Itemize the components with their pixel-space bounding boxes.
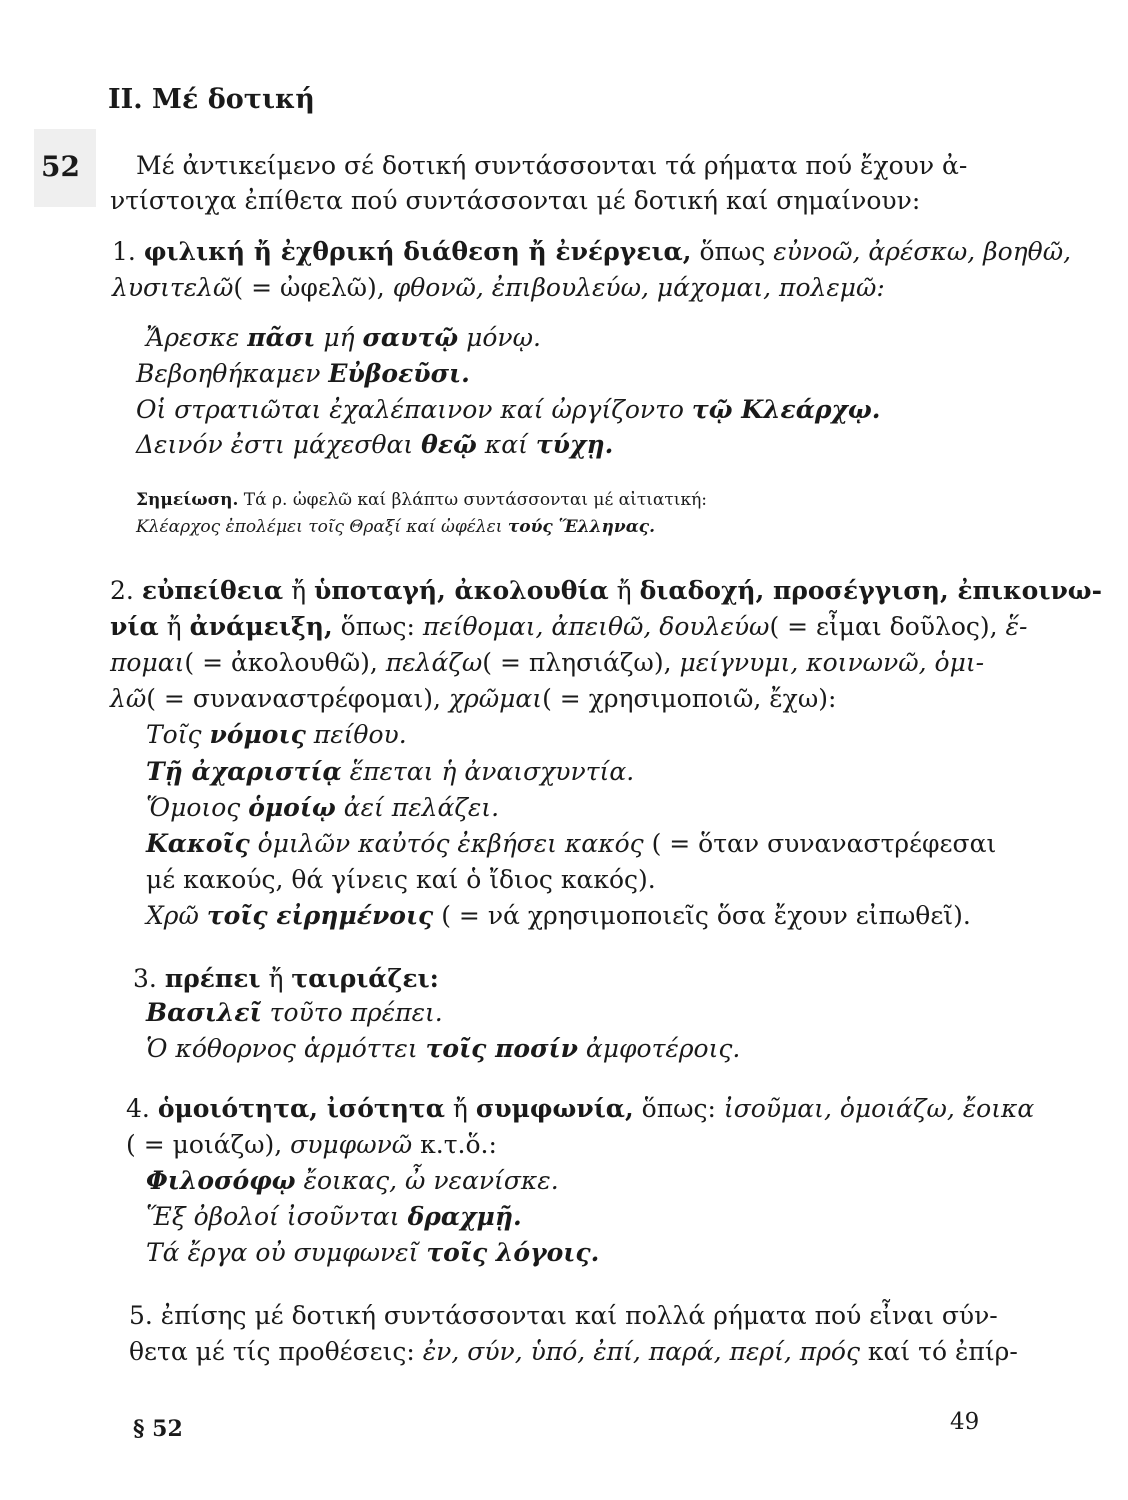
text-segment: Ὁ κόθορνος ἁρμόττει	[146, 1034, 426, 1063]
text-segment: μόνῳ.	[458, 323, 541, 352]
item-2-number: 2.	[110, 576, 134, 605]
text-segment: πᾶσι	[247, 323, 316, 352]
text-segment: τοῦτο πρέπει.	[261, 998, 443, 1027]
example-line	[146, 1036, 740, 1061]
note-text: Τά ρ. ὠφελῶ καί βλάπτω συντάσσονται μέ αἰτιατική:	[243, 490, 707, 510]
text-segment: ἰσοῦμαι, ὁμοιάζω, ἔοικα	[723, 1094, 1035, 1123]
text-segment: νόμοις	[209, 720, 306, 749]
intro-line-2: ντίστοιχα ἐπίθετα πού συντάσσονται μέ δοτική καί σημαίνουν:	[110, 186, 921, 215]
item-1-line-2	[112, 275, 885, 300]
example-line	[146, 722, 407, 747]
item-4-line-2	[126, 1132, 497, 1157]
section-number: 52	[41, 150, 80, 183]
example-line	[146, 795, 499, 820]
text-segment: ἕ-	[1005, 612, 1028, 641]
text-segment: Ἄρεσκε	[146, 323, 248, 352]
text-segment: ( = νά χρησιμοποιεῖς ὅσα ἔχουν εἰπωθεῖ).	[433, 901, 971, 930]
text-segment: ἤ	[283, 576, 315, 605]
text-segment: Βεβοηθήκαμεν	[136, 359, 329, 388]
text-segment: ἤ	[444, 1094, 476, 1123]
text-segment: Ἕξ ὀβολοί ἰσοῦνται	[146, 1202, 408, 1231]
text-segment: Κακοῖς	[146, 829, 250, 858]
text-segment: ὁμοίῳ	[248, 793, 336, 822]
item-1-heading: φιλική ἤ ἐχθρική διάθεση ἤ ἐνέργεια,	[143, 237, 692, 266]
example-line	[146, 831, 996, 856]
example-line	[146, 1000, 443, 1025]
text-segment: θεῷ	[421, 430, 477, 459]
text-segment: Τῇ ἀχαριστίᾳ	[146, 757, 342, 786]
intro-line-1: Μέ ἀντικείμενο σέ δοτική συντάσσονται τά ρήματα πού ἔχουν ἀ-	[136, 151, 968, 180]
text-segment: μή	[315, 323, 363, 352]
example-line	[146, 1168, 559, 1193]
item-2-line-2	[110, 614, 1027, 639]
text-segment: ἀμφοτέροις.	[577, 1034, 741, 1063]
text-segment: ( = ὅταν συναναστρέφεσαι	[651, 829, 997, 858]
example-line	[146, 759, 634, 784]
note-example-bold: τούς Ἕλληνας.	[507, 517, 656, 537]
text-segment: μέ κακούς, θά γίνεις καί ὁ ἴδιος κακός).	[146, 865, 656, 894]
item-1-line-1	[112, 239, 1071, 264]
text-segment: κ.τ.ὅ.:	[412, 1130, 497, 1159]
item-1-number: 1.	[112, 237, 136, 266]
text-segment: ( = εἶμαι δοῦλος),	[769, 612, 1006, 641]
text-segment: ἐν, σύν, ὑπό, ἐπί, παρά, περί, πρός	[422, 1337, 860, 1366]
text-segment: Τά ἔργα οὐ συμφωνεῖ	[146, 1238, 427, 1267]
text-segment: 5. ἐπίσης μέ δοτική συντάσσονται καί πολλά ρήματα πού εἶναι σύν-	[129, 1301, 998, 1330]
text-segment: ἤ	[260, 964, 292, 993]
text-segment: τοῖς λόγοις.	[426, 1238, 600, 1267]
text-segment: συμφωνία,	[475, 1094, 634, 1123]
text-segment: ὁμιλῶν καὐτός ἐκβήσει κακός	[249, 829, 652, 858]
item-3-heading	[133, 966, 439, 991]
text-segment: πείθομαι, ἀπειθῶ, δουλεύω	[422, 612, 770, 641]
note-example-text: Κλέαρχος ἐπολέμει τοῖς Θραξί καί ὠφέλει	[136, 517, 508, 537]
text-segment: τῷ Κλεάρχῳ.	[691, 395, 881, 424]
item-2-line-1	[110, 578, 1102, 603]
example-line	[136, 361, 470, 386]
text-segment: πομαι	[110, 648, 185, 677]
text-segment: ὅπως:	[332, 612, 423, 641]
text-segment: Ὅμοιος	[146, 793, 249, 822]
item-1-verbs-2: φθονῶ, ἐπιβουλεύω, μάχομαι, πολεμῶ:	[392, 273, 885, 302]
text-segment: ( = πλησιάζω),	[482, 648, 680, 677]
text-segment: ταιριάζει:	[291, 964, 439, 993]
item-3-heading-text	[165, 964, 439, 993]
text-segment: εὐπείθεια	[141, 576, 284, 605]
text-segment: πρέπει	[164, 964, 261, 993]
text-segment: νία	[110, 612, 159, 641]
item-4-line-1-text	[158, 1094, 1034, 1123]
text-segment: Τοῖς	[146, 720, 210, 749]
footer-section-ref: § 52	[133, 1416, 183, 1442]
example-line	[136, 432, 613, 457]
text-segment: δραχμῇ.	[407, 1202, 522, 1231]
item-4-line-1	[126, 1096, 1034, 1121]
example-line	[136, 397, 881, 422]
example-line	[146, 903, 971, 928]
note-label: Σημείωση.	[136, 490, 239, 510]
text-segment: ( = συναναστρέφομαι),	[146, 684, 449, 713]
note-line-1	[136, 492, 707, 509]
text-segment: ἕπεται ἡ ἀναισχυντία.	[341, 757, 635, 786]
example-line	[146, 1240, 599, 1265]
page-number: 49	[950, 1409, 980, 1435]
text-segment: καί	[476, 430, 536, 459]
text-segment: τοῖς ποσίν	[425, 1034, 578, 1063]
text-segment: Δεινόν ἐστι μάχεσθαι	[136, 430, 422, 459]
item-1-gloss: ( = ὠφελῶ),	[233, 273, 385, 302]
item-2-line-3	[110, 650, 984, 675]
text-segment: ὑποταγή, ἀκολουθία	[314, 576, 609, 605]
text-segment: ἤ	[608, 576, 640, 605]
text-segment: Φιλοσόφῳ	[146, 1166, 296, 1195]
item-1-verbs-1: εὐνοῶ, ἀρέσκω, βοηθῶ,	[773, 237, 1072, 266]
text-segment: χρῶμαι	[448, 684, 543, 713]
text-segment: ἀεί πελάζει.	[335, 793, 500, 822]
item-1-hows: ὅπως	[699, 237, 766, 266]
text-segment: καί τό ἐπίρ-	[859, 1337, 1018, 1366]
item-5-line-1	[129, 1303, 998, 1328]
text-segment: διαδοχή, προσέγγιση, ἐπικοινω-	[639, 576, 1102, 605]
item-2-line-1-text	[142, 576, 1102, 605]
text-segment: ἀνάμειξη,	[189, 612, 333, 641]
text-segment: Οἱ στρατιῶται ἐχαλέπαινον καί ὠργίζοντο	[136, 395, 692, 424]
text-segment: ὅπως:	[633, 1094, 724, 1123]
text-segment: Χρῶ	[146, 901, 207, 930]
text-segment: θετα μέ τίς προθέσεις:	[129, 1337, 423, 1366]
item-4-number: 4.	[126, 1094, 150, 1123]
text-segment: μείγνυμι, κοινωνῶ, ὁμι-	[679, 648, 985, 677]
section-heading: II. Μέ δοτική	[108, 84, 315, 115]
text-segment: λῶ	[110, 684, 147, 713]
example-line	[146, 1204, 522, 1229]
example-line	[146, 325, 541, 350]
item-3-number: 3.	[133, 964, 157, 993]
text-segment: Βασιλεῖ	[146, 998, 262, 1027]
text-segment: σαυτῷ	[362, 323, 459, 352]
text-segment: τοῖς εἰρημένοις	[206, 901, 434, 930]
text-segment: ὁμοιότητα, ἰσότητα	[157, 1094, 445, 1123]
text-segment: ( = ἀκολουθῶ),	[184, 648, 386, 677]
item-5-line-2	[129, 1339, 1018, 1364]
text-segment: Εὐβοεῦσι.	[328, 359, 470, 388]
text-segment: ἤ	[158, 612, 190, 641]
item-1-verb-lysitelo: λυσιτελῶ	[112, 273, 234, 302]
text-segment: πείθου.	[305, 720, 407, 749]
text-segment: πελάζω	[385, 648, 483, 677]
note-example	[136, 519, 655, 536]
text-segment: τύχῃ.	[535, 430, 614, 459]
example-line	[146, 867, 656, 892]
text-segment: ( = μοιάζω),	[126, 1130, 291, 1159]
item-2-line-4	[110, 686, 836, 711]
text-segment: ἔοικας, ὦ νεανίσκε.	[295, 1166, 559, 1195]
text-segment: ( = χρησιμοποιῶ, ἔχω):	[542, 684, 837, 713]
text-segment: συμφωνῶ	[290, 1130, 413, 1159]
